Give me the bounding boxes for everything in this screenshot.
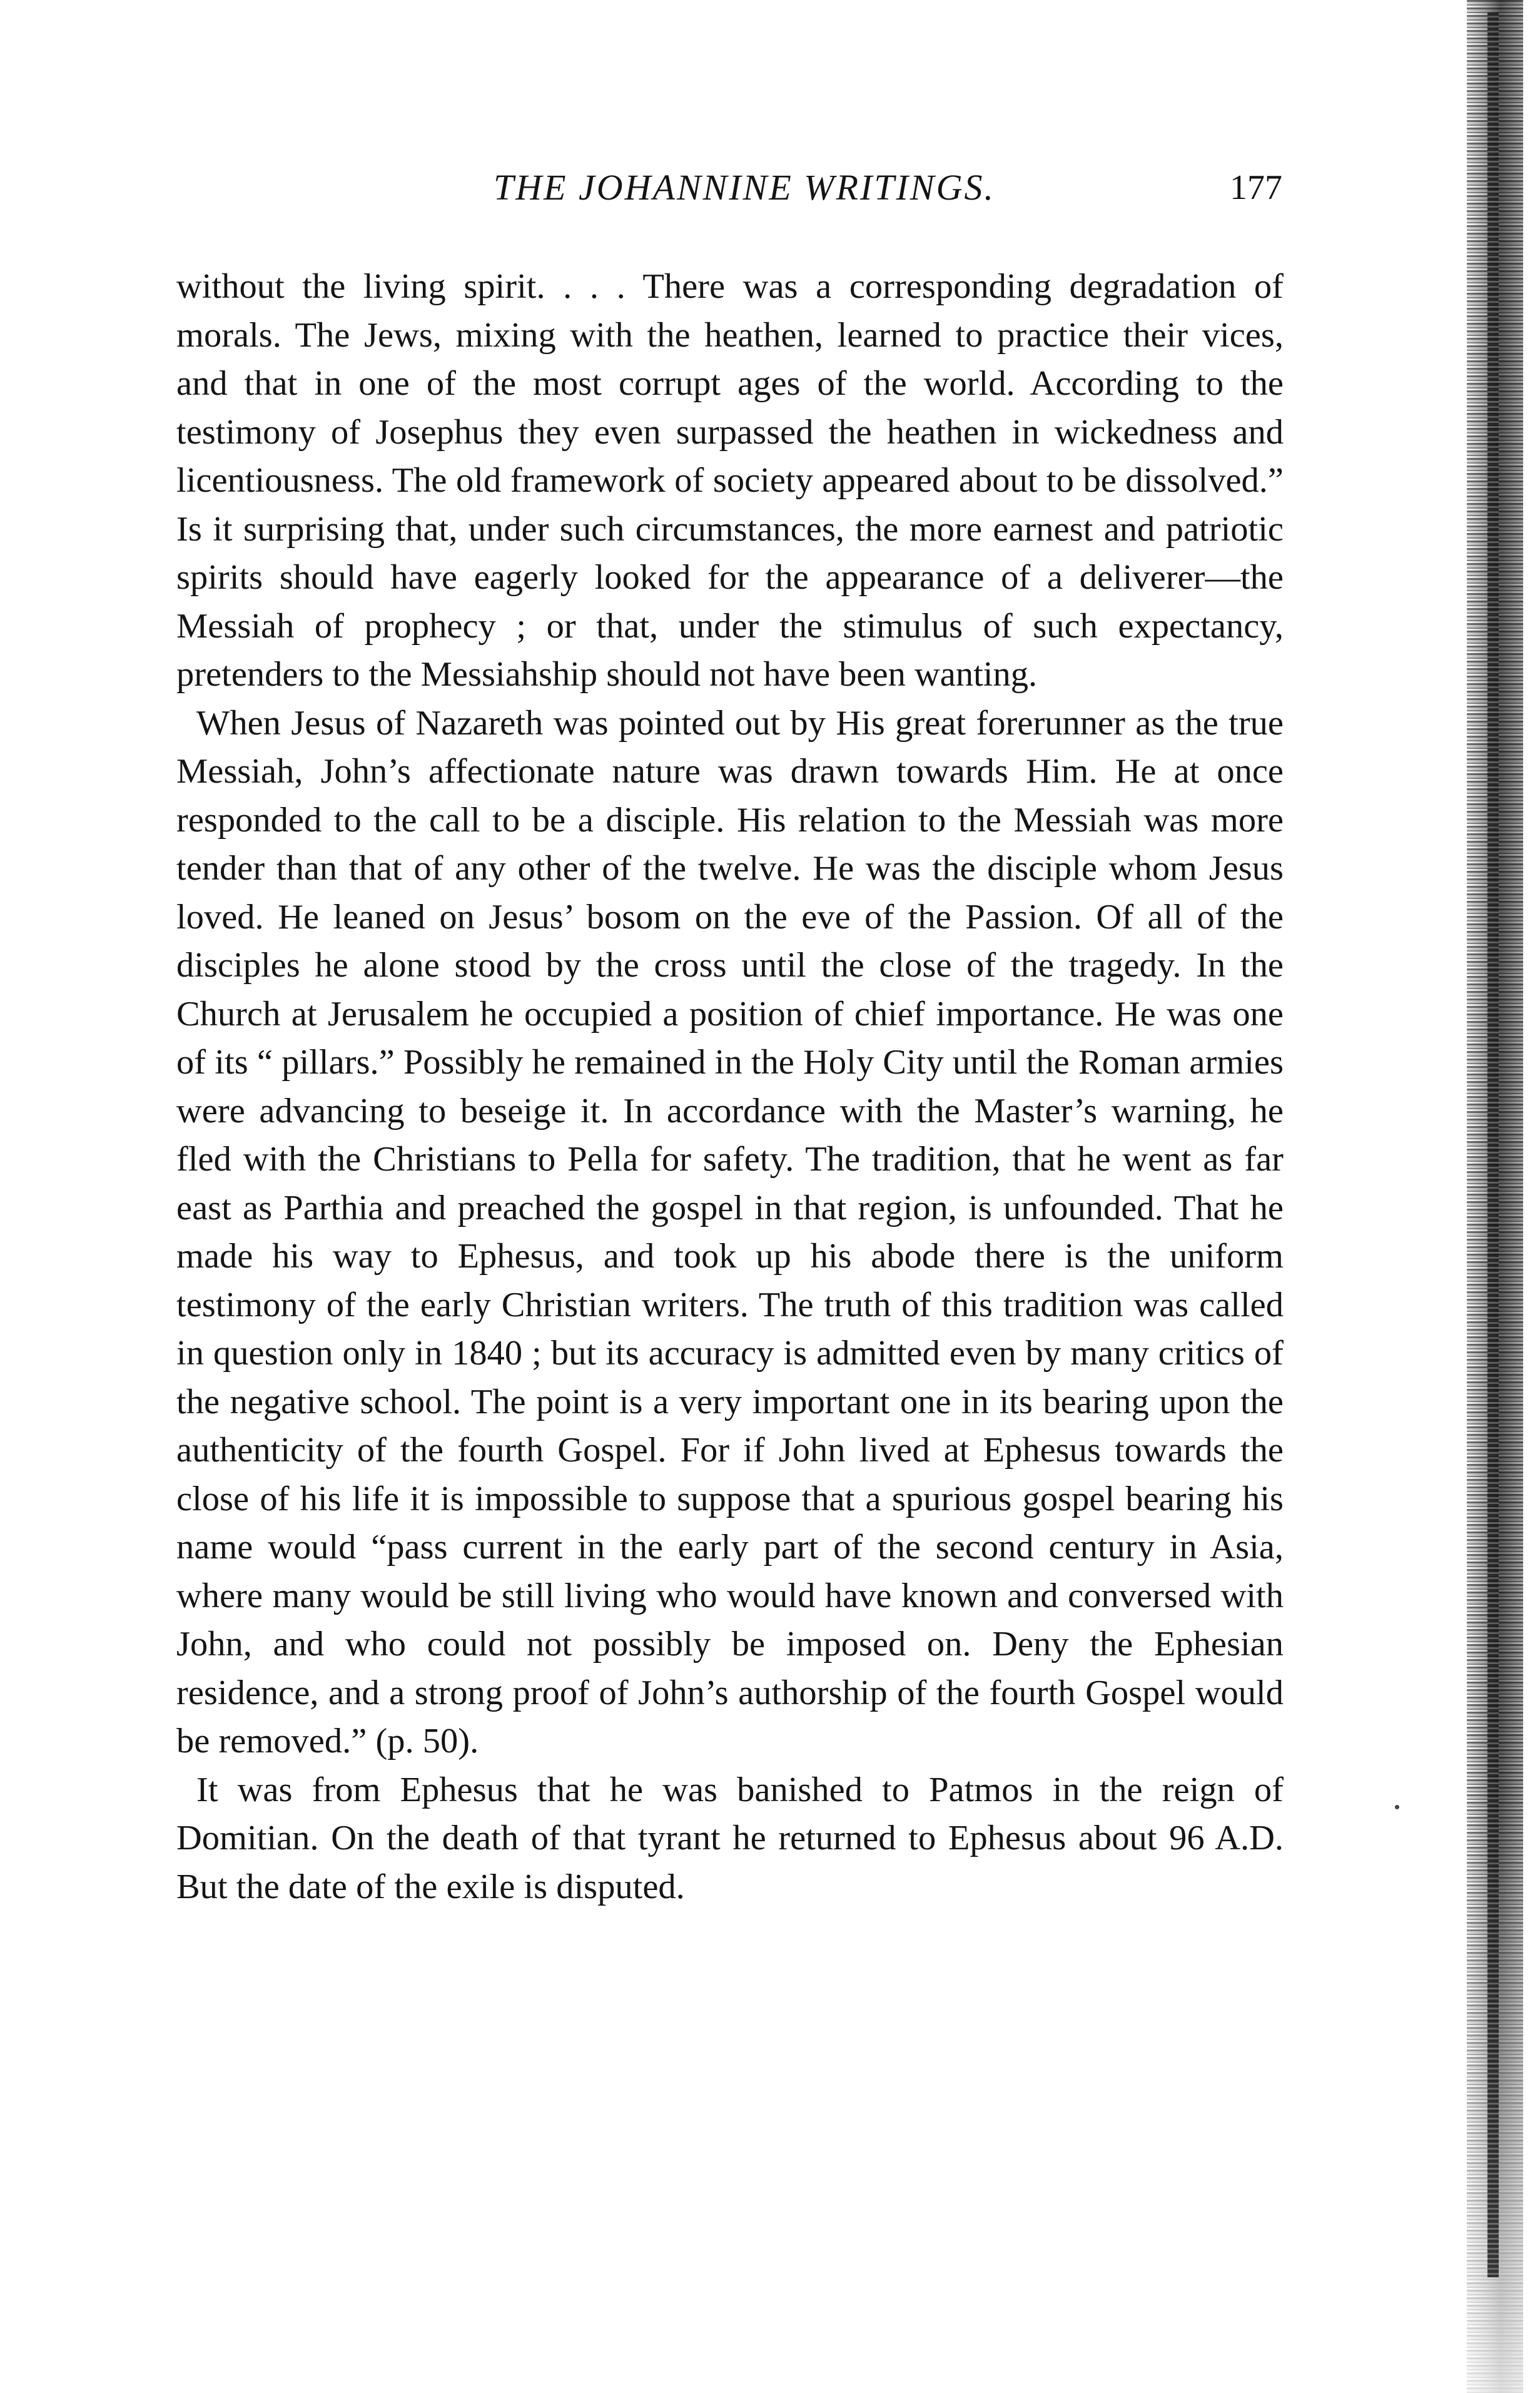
paragraph-john-disciple: When Jesus of Nazareth was pointed out by His great forerunner as the true Messiah, John’s affectionate nature was drawn towards Him. He at once responded to the call to be a disciple. His relation to the Messiah was more tender than that of any other of the twelve. He was the disciple whom Jesus loved. He leaned on Jesus’ bosom on the eve of the Passion. Of all of the disciples he alone stood by the cross until the close of the tragedy. In the Church at Jerusalem he occupied a position of chief importance. He was one of its “ pillars.” Possibly he remained in the Holy City until the Roman armies were advancing to beseige it. In accordance with the Master’s warning, he fled with the Christians to Pella for safety. The tradition, that he went as far east as Parthia and preached the gospel in that region, is unfounded. That he made his way to Ephesus, and took up his abode there is the uniform testimony of the early Christian writers. The truth of this tradition was called in question only in 1840 ; but its accuracy is admitted even by many critics of the negative school. The point is a very important one in its bearing upon the authenticity of the fourth Gospel. For if John lived at Ephesus towards the close of his life it is impossible to suppose that a spurious gospel bearing his name would “pass current in the early part of the second century in Asia, where many would be still living who would have known and conversed with John, and who could not possibly be imposed on. Deny the Ephesian residence, and a strong proof of John’s authorship of the fourth Gospel would be removed.” (p. 50). [176, 703, 1284, 1760]
paragraph-continuation: without the living spirit. . . . There was a corresponding degradation of morals. The Jews, mixing with the heathen, learned to practice their vices, and that in one of the most corrupt ages of the world. According to the testimony of Josephus they even surpassed the heathen in wickedness and licentiousness. The old framework of society appeared about to be dissolved.” Is it surprising that, under such circumstances, the more earnest and patriotic spirits should have eagerly looked for the appearance of a deliverer—the Messiah of prophecy ; or that, under the stimulus of such expectancy, pretenders to the Messiahship should not have been wanting. [176, 267, 1284, 694]
body-text [176, 263, 1284, 1911]
running-title: THE JOHANNINE WRITINGS. [493, 167, 995, 208]
book-binding-shadow [1487, 13, 1499, 2277]
page-number: 177 [1230, 168, 1282, 207]
paragraph-patmos-exile: It was from Ephesus that he was banished to Patmos in the reign of Domitian. On the death of that tyrant he returned to Ephesus about 96 A.D. But the date of the exile is disputed. [176, 1770, 1284, 1906]
page-header [169, 156, 1295, 219]
ink-speck [1395, 1805, 1399, 1809]
